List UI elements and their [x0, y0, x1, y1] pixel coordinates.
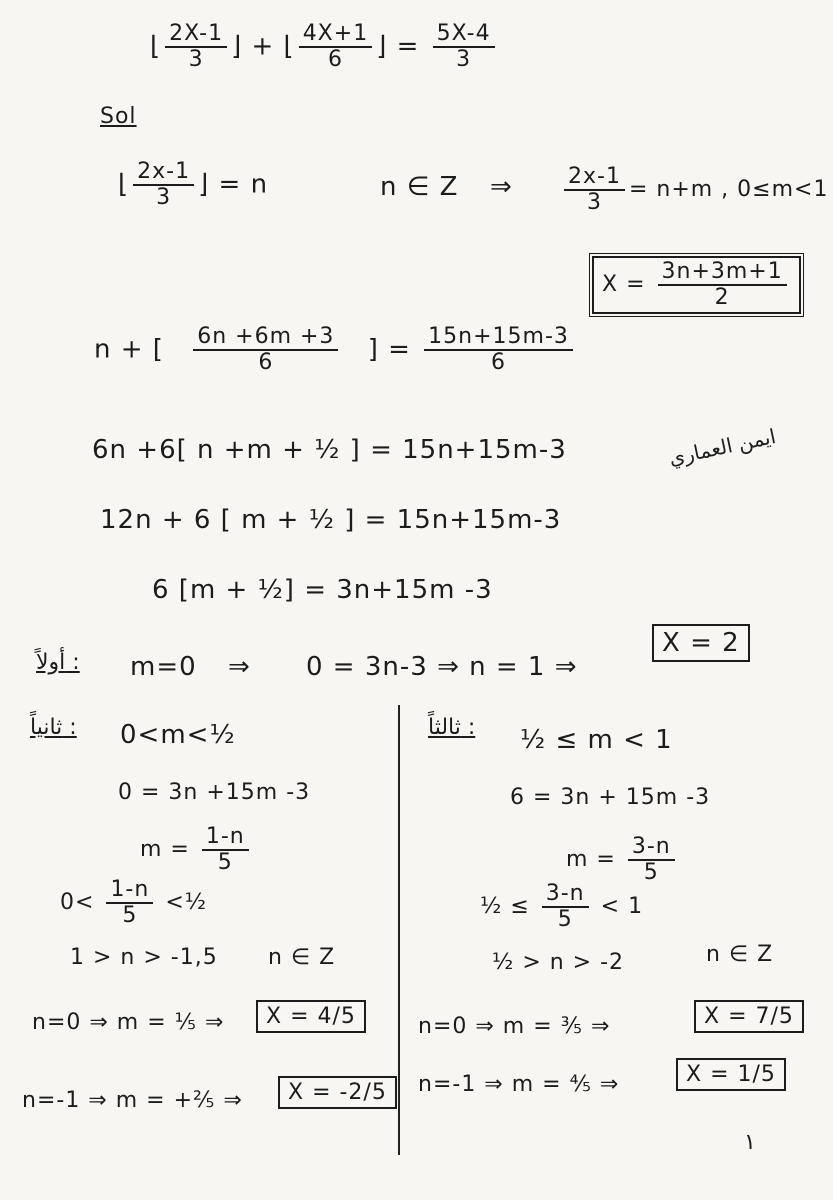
page-number: ١	[744, 1130, 756, 1155]
frac-den: 3	[188, 47, 204, 73]
case2-l3	[60, 878, 207, 928]
case2-l6: n=-1 ⇒ m = +⅖ ⇒	[22, 1088, 243, 1113]
frac-den: 3	[156, 185, 172, 211]
frac-num: 5X-4	[433, 22, 495, 48]
frac-num: 1-n	[202, 825, 249, 851]
frac-den: 5	[643, 860, 659, 886]
frac-num: 3-n	[542, 882, 589, 908]
frac-den: 5	[217, 850, 233, 876]
case3-l3	[480, 882, 643, 932]
sol-label: Sol	[100, 104, 137, 129]
author-signature: ايمن العماري	[666, 423, 778, 471]
case1-result: X = 2	[652, 624, 750, 662]
frac-num: 15n+15m-3	[424, 325, 573, 351]
step2-close: ] =	[367, 334, 411, 365]
case1-label: أولاً :	[36, 650, 80, 675]
frac-num: 2x-1	[564, 165, 625, 191]
frac-num: 3n+3m+1	[658, 260, 787, 286]
frac-num: 3-n	[628, 835, 675, 861]
implies-arrow: ⇒	[490, 172, 513, 202]
case2-r5: X = 4/5	[256, 1000, 366, 1033]
case2-label: ثانياً :	[30, 715, 77, 740]
step1-frac	[560, 165, 828, 215]
ineq-right: <½	[165, 890, 208, 916]
case3-l1: 6 = 3n + 15m -3	[510, 785, 711, 810]
frac-num: 4X+1	[299, 22, 373, 48]
case2-cond: 0<m<½	[120, 720, 236, 750]
case2-l4-z: n ∈ Z	[268, 945, 336, 970]
case1-implies: ⇒	[228, 652, 251, 682]
case3-r6: X = 1/5	[676, 1058, 786, 1091]
case3-r5: X = 7/5	[694, 1000, 804, 1033]
case3-cond: ½ ≤ m < 1	[520, 725, 673, 755]
frac-den: 3	[456, 47, 472, 73]
ineq-left: 0<	[60, 890, 95, 916]
case3-l4: ½ > n > -2	[492, 950, 625, 975]
frac-num: 2X-1	[165, 22, 227, 48]
frac-num: 2x-1	[133, 160, 194, 186]
case1-eq: 0 = 3n-3 ⇒ n = 1 ⇒	[306, 652, 578, 682]
boxed-x-formula	[592, 256, 801, 314]
column-divider	[398, 705, 400, 1155]
step1-floor: ⌊ $\frac{2x-1}{3}$ ⌋ = n	[118, 159, 269, 211]
case3-l5: n=0 ⇒ m = ⅗ ⇒	[418, 1014, 611, 1039]
case3-l2	[566, 835, 679, 885]
eq-n: = n	[218, 169, 269, 200]
frac-den: 5	[557, 907, 573, 933]
frac-den: 6	[491, 350, 507, 376]
case3-l6: n=-1 ⇒ m = ⅘ ⇒	[418, 1072, 620, 1097]
step2-prefix: n + [	[94, 334, 164, 365]
step4: 12n + 6 [ m + ½ ] = 15n+15m-3	[100, 505, 562, 535]
case2-l5: n=0 ⇒ m = ⅕ ⇒	[32, 1010, 225, 1035]
case3-label: ثالثاً :	[428, 715, 476, 740]
case2-l2	[140, 825, 253, 875]
m-lhs: m =	[140, 837, 190, 863]
n-in-z: n ∈ Z	[380, 172, 459, 202]
m-lhs: m =	[566, 847, 616, 873]
ineq-right: < 1	[600, 894, 644, 920]
frac-num: 1-n	[106, 878, 153, 904]
step2	[94, 325, 577, 375]
frac-den: 3	[586, 190, 602, 216]
case1-cond: m=0	[130, 652, 197, 682]
frac-den: 6	[327, 47, 343, 73]
case2-r6: X = -2/5	[278, 1076, 397, 1109]
step5: 6 [m + ½] = 3n+15m -3	[152, 575, 493, 605]
frac-den: 2	[714, 285, 730, 311]
frac-den: 6	[258, 350, 274, 376]
frac-den: 5	[122, 903, 138, 929]
ineq-left: ½ ≤	[480, 894, 530, 920]
case3-l4-z: n ∈ Z	[706, 942, 774, 967]
case2-l1: 0 = 3n +15m -3	[118, 780, 311, 805]
main-equation: ⌊ $\frac{2X-1}{3}$ ⌋ + ⌊ $\frac{4X+1}{6}$ ⌋ = $\frac{5X-4}{3}$	[150, 22, 499, 72]
step3: 6n +6[ n +m + ½ ] = 15n+15m-3	[92, 435, 567, 465]
frac-rest: = n+m , 0≤m<1	[628, 177, 829, 203]
x-lhs: X =	[602, 272, 646, 298]
case2-l4: 1 > n > -1,5	[70, 945, 218, 970]
frac-num: 6n +6m +3	[193, 325, 338, 351]
